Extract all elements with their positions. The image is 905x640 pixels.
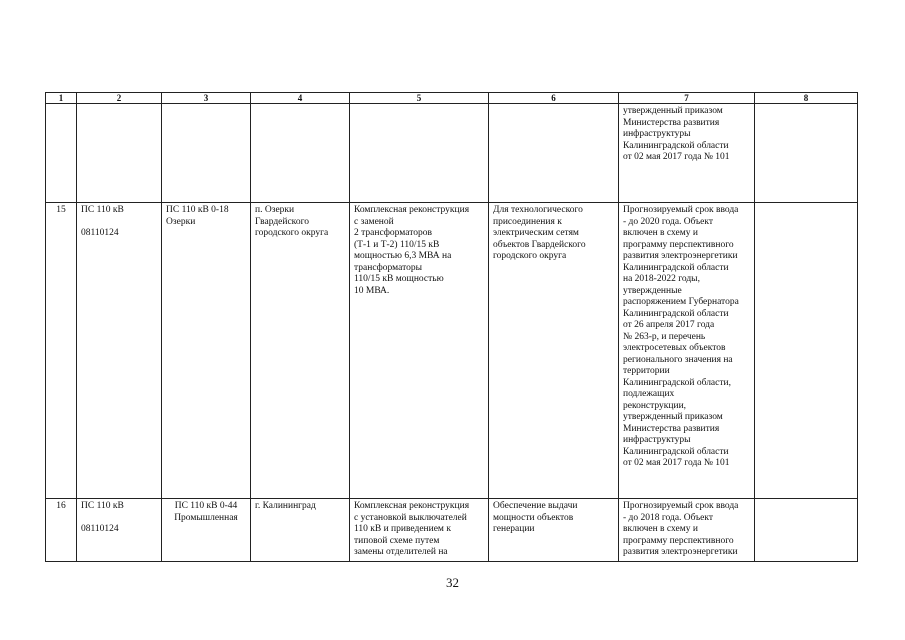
header-cell: 8 bbox=[755, 93, 858, 104]
extra-cell bbox=[755, 203, 858, 499]
header-cell: 3 bbox=[162, 93, 251, 104]
works-cell: Комплексная реконструкция с заменой 2 трансформаторов (Т-1 и Т-2) 110/15 кВ мощностью 6,3 МВА на трансформаторы 110/15 кВ мощностью 10 МВА. bbox=[350, 203, 489, 499]
works-cell: Комплексная реконструкция с установкой выключателей 110 кВ и приведением к типовой схеме путем замены отделителей на bbox=[350, 499, 489, 562]
location-cell bbox=[251, 104, 350, 203]
purpose-cell: Обеспечение выдачи мощности объектов генерации bbox=[489, 499, 619, 562]
note-cell: утвержденный приказом Министерства развития инфраструктуры Калининградской области от 02 мая 2017 года № 101 bbox=[619, 104, 755, 203]
location-cell: п. Озерки Гвардейского городского округа bbox=[251, 203, 350, 499]
substation-cell: ПС 110 кВ 08110124 bbox=[77, 499, 162, 562]
row-number-cell bbox=[46, 104, 77, 203]
object-cell bbox=[162, 104, 251, 203]
header-cell: 1 bbox=[46, 93, 77, 104]
header-cell: 2 bbox=[77, 93, 162, 104]
header-cell: 7 bbox=[619, 93, 755, 104]
works-cell bbox=[350, 104, 489, 203]
object-cell: ПС 110 кВ 0-18 Озерки bbox=[162, 203, 251, 499]
extra-cell bbox=[755, 499, 858, 562]
page-number: 32 bbox=[446, 575, 459, 590]
document-table bbox=[45, 92, 858, 562]
header-cell: 4 bbox=[251, 93, 350, 104]
header-cell: 5 bbox=[350, 93, 489, 104]
table-row bbox=[46, 203, 858, 499]
substation-cell: ПС 110 кВ 08110124 bbox=[77, 203, 162, 499]
table-row bbox=[46, 499, 858, 562]
substation-cell bbox=[77, 104, 162, 203]
extra-cell bbox=[755, 104, 858, 203]
table-row bbox=[46, 104, 858, 203]
note-cell: Прогнозируемый срок ввода - до 2020 года. Объект включен в схему и программу перспективного развития электроэнергетики Калининградской области на 2018-2022 годы, утвержденные распоряжением Губернатора Калининградской области от 26 апреля 2017 года № 263-р, и перечень электросетевых объектов регионального значения на территории Калининградской области, подлежащих реконструкции, утвержденный приказом Министерства развития инфраструктуры Калининградской области от 02 мая 2017 года № 101 bbox=[619, 203, 755, 499]
note-cell: Прогнозируемый срок ввода - до 2018 года. Объект включен в схему и программу перспективного развития электроэнергетики bbox=[619, 499, 755, 562]
location-cell: г. Калининград bbox=[251, 499, 350, 562]
row-number-cell: 16 bbox=[46, 499, 77, 562]
purpose-cell bbox=[489, 104, 619, 203]
header-row bbox=[46, 93, 858, 104]
object-cell: ПС 110 кВ 0-44 Промышленная bbox=[162, 499, 251, 562]
row-number-cell: 15 bbox=[46, 203, 77, 499]
purpose-cell: Для технологического присоединения к электрическим сетям объектов Гвардейского городского округа bbox=[489, 203, 619, 499]
header-cell: 6 bbox=[489, 93, 619, 104]
